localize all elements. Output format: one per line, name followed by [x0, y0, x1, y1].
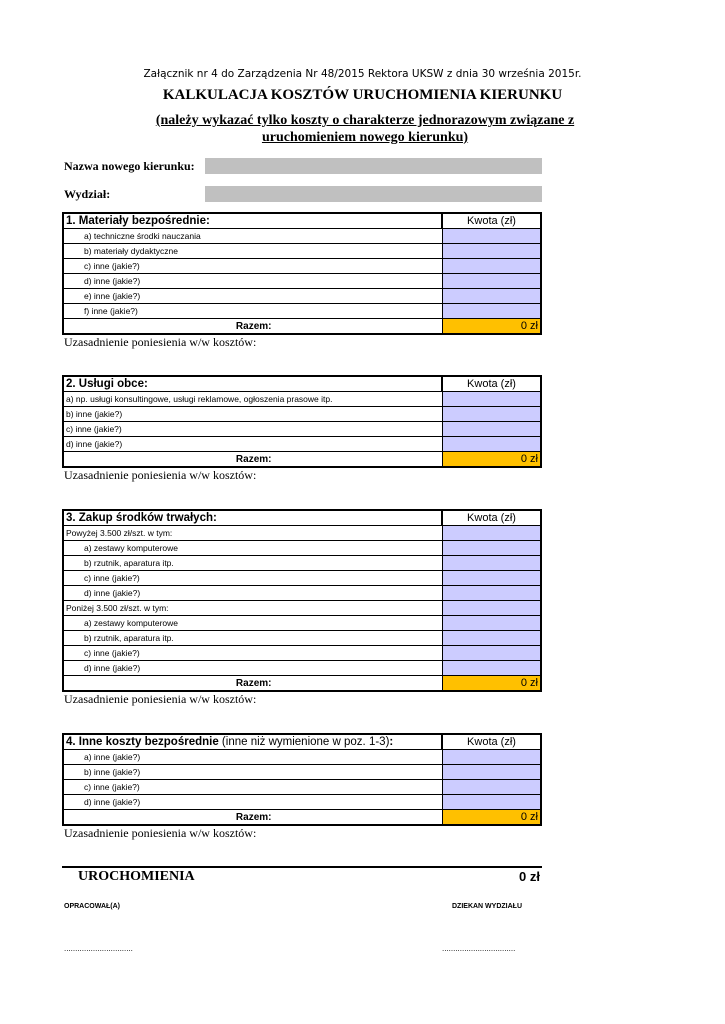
section-1-table: [62, 212, 542, 335]
section-2-justification: Uzasadnienie poniesienia w/w kosztów:: [64, 468, 257, 482]
section-3-group-heading: Poniżej 3.500 zł/szt. w tym:: [63, 601, 442, 616]
section-2-title: 2. Usługi obce:: [63, 376, 442, 392]
course-name-field[interactable]: [205, 158, 542, 174]
section-3-row: c) inne (jakie?): [63, 571, 442, 586]
section-3-title: 3. Zakup środków trwałych:: [63, 510, 442, 526]
section-4-table: [62, 733, 542, 826]
section-4-row: b) inne (jakie?): [63, 765, 442, 780]
amount-cell[interactable]: [442, 616, 541, 631]
section-1-total-label: Razem:: [63, 319, 442, 335]
section-1-row: b) materiały dydaktyczne: [63, 244, 442, 259]
amount-cell[interactable]: [442, 392, 541, 407]
section-2-total-label: Razem:: [63, 452, 442, 468]
section-2-row: b) inne (jakie?): [63, 407, 442, 422]
section-4-total-label: Razem:: [63, 810, 442, 826]
dean-signature-line: .................................: [442, 944, 516, 953]
amount-cell[interactable]: [442, 661, 541, 676]
section-4-justification: Uzasadnienie poniesienia w/w kosztów:: [64, 826, 257, 840]
section-4-row: a) inne (jakie?): [63, 750, 442, 765]
amount-cell[interactable]: [442, 571, 541, 586]
annex-note: Załącznik nr 4 do Zarządzenia Nr 48/2015 Rektora UKSW z dnia 30 września 2015r.: [143, 68, 582, 80]
amount-cell[interactable]: [442, 304, 541, 319]
section-3-row: a) zestawy komputerowe: [63, 541, 442, 556]
section-1-row: f) inne (jakie?): [63, 304, 442, 319]
section-2-total: 0 zł: [442, 452, 541, 468]
page-title: KALKULACJA KOSZTÓW URUCHOMIENIA KIERUNKU: [162, 87, 563, 103]
section-4-row: d) inne (jakie?): [63, 795, 442, 810]
section-3-row: d) inne (jakie?): [63, 661, 442, 676]
amount-cell[interactable]: [442, 541, 541, 556]
section-3-row: b) rzutnik, aparatura itp.: [63, 631, 442, 646]
section-3-total-label: Razem:: [63, 676, 442, 692]
amount-cell[interactable]: [442, 407, 541, 422]
section-4-title-main: 4. Inne koszty bezpośrednie: [66, 735, 219, 748]
dean-label: DZIEKAN WYDZIAŁU: [452, 903, 522, 910]
summary-total: 0 zł: [519, 869, 540, 884]
section-4-title: [63, 734, 442, 750]
section-3-amount-header: Kwota (zł): [442, 510, 541, 526]
section-1-row: a) techniczne środki nauczania: [63, 229, 442, 244]
section-1-row: e) inne (jakie?): [63, 289, 442, 304]
section-1-justification: Uzasadnienie poniesienia w/w kosztów:: [64, 335, 257, 349]
section-2-amount-header: Kwota (zł): [442, 376, 541, 392]
section-1-total: 0 zł: [442, 319, 541, 335]
amount-cell[interactable]: [442, 631, 541, 646]
summary-label: UROCHOMIENIA: [78, 869, 195, 884]
amount-cell[interactable]: [442, 780, 541, 795]
section-1-row: d) inne (jakie?): [63, 274, 442, 289]
course-name-label: Nazwa nowego kierunku:: [64, 159, 195, 173]
amount-cell[interactable]: [442, 601, 541, 616]
section-1-amount-header: Kwota (zł): [442, 213, 541, 229]
section-2-row: a) np. usługi konsultingowe, usługi reklamowe, ogłoszenia prasowe itp.: [63, 392, 442, 407]
section-3-group-heading: Powyżej 3.500 zł/szt. w tym:: [63, 526, 442, 541]
section-3-row: c) inne (jakie?): [63, 646, 442, 661]
amount-cell[interactable]: [442, 229, 541, 244]
amount-cell[interactable]: [442, 795, 541, 810]
section-3-row: a) zestawy komputerowe: [63, 616, 442, 631]
summary-divider: [62, 866, 542, 868]
section-4-title-suffix: (inne niż wymienione w poz. 1-3): [218, 735, 390, 748]
section-4-amount-header: Kwota (zł): [442, 734, 541, 750]
faculty-label: Wydział:: [64, 187, 111, 201]
amount-cell[interactable]: [442, 765, 541, 780]
amount-cell[interactable]: [442, 274, 541, 289]
amount-cell[interactable]: [442, 289, 541, 304]
amount-cell[interactable]: [442, 646, 541, 661]
section-4-row: c) inne (jakie?): [63, 780, 442, 795]
faculty-field[interactable]: [205, 186, 542, 202]
amount-cell[interactable]: [442, 586, 541, 601]
amount-cell[interactable]: [442, 526, 541, 541]
section-2-row: d) inne (jakie?): [63, 437, 442, 452]
amount-cell[interactable]: [442, 437, 541, 452]
section-3-justification: Uzasadnienie poniesienia w/w kosztów:: [64, 692, 257, 706]
prepared-by-label: OPRACOWAŁ(A): [64, 903, 120, 910]
section-3-row: b) rzutnik, aparatura itp.: [63, 556, 442, 571]
section-2-table: [62, 375, 542, 468]
section-1-row: c) inne (jakie?): [63, 259, 442, 274]
section-3-row: d) inne (jakie?): [63, 586, 442, 601]
prepared-by-signature-line: ...............................: [64, 944, 133, 953]
section-2-row: c) inne (jakie?): [63, 422, 442, 437]
subtitle-line-2: uruchomieniem nowego kierunku): [261, 130, 469, 145]
amount-cell[interactable]: [442, 244, 541, 259]
amount-cell[interactable]: [442, 556, 541, 571]
section-3-table: [62, 509, 542, 692]
page-subtitle: [80, 112, 650, 146]
section-4-title-colon: :: [389, 735, 394, 748]
subtitle-line-1: (należy wykazać tylko koszty o charakterze jednorazowym związane z: [155, 113, 575, 128]
amount-cell[interactable]: [442, 259, 541, 274]
amount-cell[interactable]: [442, 750, 541, 765]
amount-cell[interactable]: [442, 422, 541, 437]
section-3-total: 0 zł: [442, 676, 541, 692]
section-1-title: 1. Materiały bezpośrednie:: [63, 213, 442, 229]
section-4-total: 0 zł: [442, 810, 541, 826]
